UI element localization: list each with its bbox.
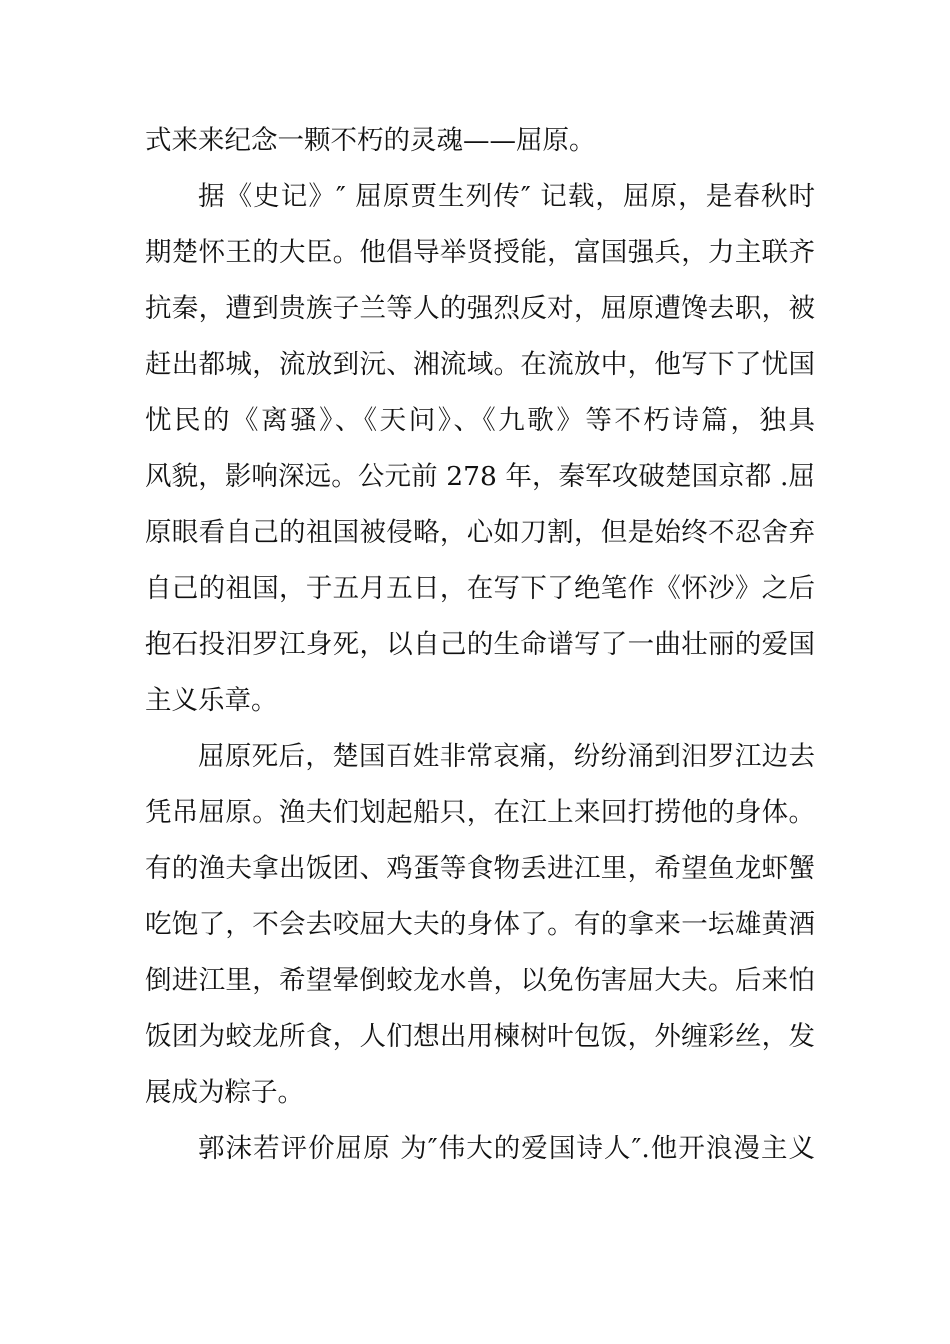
paragraph-first-line: 据《史记》″ 屈原贾生列传″ 记载，屈原，是春秋时 — [198, 181, 815, 212]
text-line: 赶出都城，流放到沅、湘流域。在流放中，他写下了忧国 — [145, 349, 815, 380]
text-line: 期楚怀王的大臣。他倡导举贤授能，富国强兵，力主联齐 — [145, 237, 815, 268]
text-line: 倒进江里，希望晕倒蛟龙水兽，以免伤害屈大夫。后来怕 — [145, 965, 815, 996]
text-line: 抗秦，遭到贵族子兰等人的强烈反对，屈原遭馋去职，被 — [145, 293, 815, 324]
text-line: 原眼看自己的祖国被侵略，心如刀割，但是始终不忍舍弃 — [145, 517, 815, 548]
text-line: 凭吊屈原。渔夫们划起船只，在江上来回打捞他的身体。 — [145, 797, 815, 828]
text-line: 风貌，影响深远。公元前 278 年，秦军攻破楚国京都 .屈 — [145, 461, 815, 492]
text-line: 忧民的《离骚》、《天问》、《九歌》等不朽诗篇，独具 — [145, 405, 815, 436]
text-line: 主义乐章。 — [145, 685, 278, 716]
text-line: 自己的祖国，于五月五日，在写下了绝笔作《怀沙》之后 — [145, 573, 815, 604]
paragraph-first-line: 郭沫若评价屈原 为″伟大的爱国诗人″.他开浪漫主义 — [198, 1133, 815, 1164]
paragraph-first-line: 屈原死后，楚国百姓非常哀痛，纷纷涌到汨罗江边去 — [198, 741, 815, 772]
text-line: 式来来纪念一颗不朽的灵魂——屈原。 — [145, 125, 596, 156]
text-line: 抱石投汨罗江身死，以自己的生命谱写了一曲壮丽的爱国 — [145, 629, 815, 660]
text-line: 展成为粽子。 — [145, 1077, 304, 1108]
text-line: 饭团为蛟龙所食，人们想出用楝树叶包饭，外缠彩丝，发 — [145, 1021, 815, 1052]
text-line: 吃饱了，不会去咬屈大夫的身体了。有的拿来一坛雄黄酒 — [145, 909, 815, 940]
text-line: 有的渔夫拿出饭团、鸡蛋等食物丢进江里，希望鱼龙虾蟹 — [145, 853, 815, 884]
